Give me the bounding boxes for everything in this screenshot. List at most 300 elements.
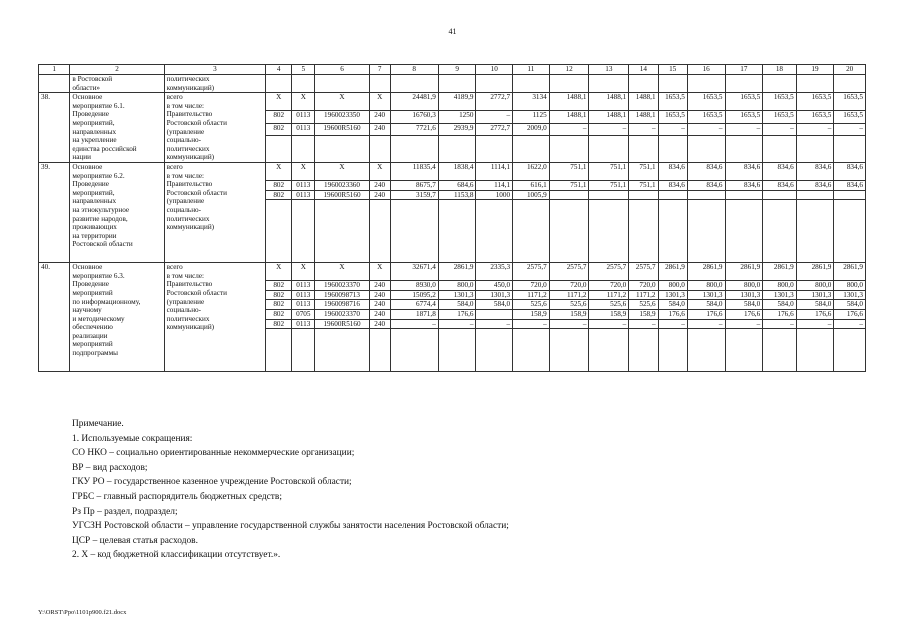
data-cell: 1653,5: [658, 93, 687, 111]
data-cell: 1960098716: [315, 300, 369, 310]
text-line: направленных: [72, 127, 117, 136]
data-cell: 176,6: [438, 309, 476, 319]
num-cell: [39, 75, 70, 93]
text-line: области»: [72, 83, 101, 92]
data-cell: 751,1: [589, 180, 629, 190]
data-cell: –: [725, 319, 763, 329]
data-cell: 1488,1: [549, 111, 589, 123]
empty-cell: [369, 200, 390, 263]
header-cell: 18: [763, 65, 796, 75]
header-cell: 17: [725, 65, 763, 75]
data-cell: 1171,2: [589, 290, 629, 300]
text-line: всего: [166, 162, 183, 171]
data-cell: 720,0: [549, 281, 589, 291]
data-cell: 834,6: [834, 180, 866, 190]
data-cell: 32671,4: [390, 263, 438, 281]
data-cell: 0113: [292, 123, 315, 135]
data-cell: [476, 309, 513, 319]
data-cell: 2575,7: [513, 263, 550, 281]
data-cell: X: [315, 93, 369, 111]
data-cell: 11835,4: [390, 162, 438, 180]
data-cell: –: [476, 319, 513, 329]
empty-cell: [589, 200, 629, 263]
data-cell: 525,6: [549, 300, 589, 310]
data-cell: 176,6: [763, 309, 796, 319]
text-line: политических: [166, 144, 210, 153]
empty-cell: [658, 135, 687, 162]
text-line: социально-: [166, 136, 202, 145]
data-cell: 0113: [292, 300, 315, 310]
data-cell: 802: [266, 180, 292, 190]
measure-name-cell: [70, 93, 164, 163]
data-cell: 1301,3: [658, 290, 687, 300]
header-cell: 20: [834, 65, 866, 75]
data-cell: 1960023360: [315, 180, 369, 190]
text-line: Ростовской области: [166, 188, 227, 197]
data-cell: 1000: [476, 190, 513, 200]
data-cell: –: [834, 319, 866, 329]
data-cell: 2575,7: [629, 263, 658, 281]
header-row: [39, 65, 866, 75]
empty-cell: [763, 200, 796, 263]
data-cell: –: [438, 319, 476, 329]
data-cell: –: [589, 319, 629, 329]
note-line: 1. Используемые сокращения:: [72, 433, 193, 444]
data-cell: 2575,7: [589, 263, 629, 281]
text-line: мероприятие 6.2.: [72, 171, 125, 180]
empty-cell: [292, 135, 315, 162]
data-cell: 450,0: [476, 281, 513, 291]
empty-cell: [725, 135, 763, 162]
data-cell: 834,6: [687, 162, 725, 180]
data-cell: 584,0: [438, 300, 476, 310]
data-cell: 584,0: [725, 300, 763, 310]
data-cell: 3134: [513, 93, 550, 111]
data-cell: 1301,3: [834, 290, 866, 300]
text-line: мероприятий: [72, 340, 113, 349]
data-cell: 1488,1: [629, 93, 658, 111]
text-line: в том числе:: [166, 271, 205, 280]
empty-cell: [513, 200, 550, 263]
text-line: Проведение: [72, 110, 109, 119]
data-cell: –: [687, 319, 725, 329]
data-cell: 834,6: [796, 162, 834, 180]
empty-cell: [476, 135, 513, 162]
data-cell: [629, 190, 658, 200]
header-cell: 6: [315, 65, 369, 75]
data-cell: 751,1: [589, 162, 629, 180]
data-cell: 2861,9: [763, 263, 796, 281]
resp-cell: [164, 75, 266, 93]
empty-cell: [658, 200, 687, 263]
data-cell: [629, 75, 658, 93]
empty-cell: [589, 135, 629, 162]
data-cell: 240: [369, 190, 390, 200]
data-cell: [549, 75, 589, 93]
data-cell: 720,0: [629, 281, 658, 291]
data-cell: 1488,1: [589, 93, 629, 111]
text-line: мероприятий,: [72, 118, 115, 127]
header-cell: 10: [476, 65, 513, 75]
data-cell: 834,6: [834, 162, 866, 180]
text-line: единства российской: [72, 144, 137, 153]
data-cell: 800,0: [834, 281, 866, 291]
empty-cell: [315, 329, 369, 372]
data-cell: 1653,5: [687, 93, 725, 111]
data-cell: 802: [266, 300, 292, 310]
data-cell: 584,0: [687, 300, 725, 310]
text-line: в Ростовской: [72, 75, 113, 83]
empty-cell: [725, 200, 763, 263]
data-cell: 2861,9: [834, 263, 866, 281]
data-cell: 2939,9: [438, 123, 476, 135]
data-cell: –: [549, 123, 589, 135]
data-cell: 158,9: [629, 309, 658, 319]
data-cell: [725, 190, 763, 200]
data-cell: [315, 75, 369, 93]
data-cell: 1653,5: [763, 111, 796, 123]
header-cell: 1: [39, 65, 70, 75]
empty-cell: [369, 135, 390, 162]
data-cell: [763, 75, 796, 93]
data-cell: 584,0: [476, 300, 513, 310]
empty-cell: [315, 135, 369, 162]
note-line: ЦСР – целевая статья расходов.: [72, 535, 198, 546]
empty-cell: [266, 329, 292, 372]
empty-cell: [266, 135, 292, 162]
data-cell: X: [315, 263, 369, 281]
text-line: Ростовской области: [166, 118, 227, 127]
empty-cell: [763, 329, 796, 372]
data-cell: 1960023350: [315, 111, 369, 123]
text-line: политических: [166, 75, 210, 83]
data-cell: [390, 75, 438, 93]
empty-cell: [513, 135, 550, 162]
data-cell: 19600R5160: [315, 319, 369, 329]
data-cell: [438, 75, 476, 93]
data-cell: –: [763, 123, 796, 135]
data-cell: 19600R5160: [315, 190, 369, 200]
data-cell: 1171,2: [513, 290, 550, 300]
text-line: направленных: [72, 197, 117, 206]
header-cell: 12: [549, 65, 589, 75]
data-cell: 525,6: [629, 300, 658, 310]
data-cell: –: [476, 111, 513, 123]
responsible-cell: [164, 263, 266, 372]
data-cell: 800,0: [687, 281, 725, 291]
text-line: всего: [166, 93, 183, 102]
page-number: 41: [448, 27, 457, 36]
data-cell: 800,0: [796, 281, 834, 291]
data-cell: –: [687, 123, 725, 135]
data-cell: 158,9: [513, 309, 550, 319]
row-number-cell: 38.: [39, 93, 70, 163]
data-cell: 802: [266, 111, 292, 123]
empty-cell: [476, 329, 513, 372]
data-cell: 751,1: [549, 162, 589, 180]
text-line: проживающих: [72, 223, 117, 232]
text-line: (управление: [166, 197, 205, 206]
table-row: [39, 93, 866, 111]
data-cell: 1653,5: [796, 93, 834, 111]
data-cell: [292, 75, 315, 93]
text-line: мероприятий,: [72, 188, 115, 197]
data-cell: 114,1: [476, 180, 513, 190]
data-cell: 834,6: [658, 162, 687, 180]
table-row: [39, 162, 866, 180]
header-cell: 19: [796, 65, 834, 75]
data-cell: –: [725, 123, 763, 135]
data-cell: 176,6: [796, 309, 834, 319]
text-line: Основное: [72, 93, 103, 102]
empty-cell: [549, 135, 589, 162]
note-line: ГКУ РО – государственное казенное учреждение Ростовской области;: [72, 477, 352, 488]
data-cell: [834, 190, 866, 200]
empty-cell: [292, 329, 315, 372]
text-line: в том числе:: [166, 101, 205, 110]
data-cell: [796, 190, 834, 200]
data-cell: 751,1: [549, 180, 589, 190]
data-cell: [834, 75, 866, 93]
data-cell: X: [369, 263, 390, 281]
note-line: СО НКО – социально ориентированные некоммерческие организации;: [72, 448, 355, 459]
note-line: Рз Пр – раздел, подраздел;: [72, 506, 178, 517]
data-cell: X: [369, 162, 390, 180]
data-cell: 0113: [292, 281, 315, 291]
data-cell: 1488,1: [589, 111, 629, 123]
header-cell: 4: [266, 65, 292, 75]
text-line: коммуникаций): [166, 83, 215, 92]
data-cell: 802: [266, 319, 292, 329]
data-cell: 1301,3: [687, 290, 725, 300]
text-line: мероприятие 6.3.: [72, 271, 125, 280]
data-cell: X: [266, 93, 292, 111]
data-cell: 3159,7: [390, 190, 438, 200]
data-cell: [725, 75, 763, 93]
empty-cell: [513, 329, 550, 372]
data-cell: 584,0: [763, 300, 796, 310]
data-cell: [658, 75, 687, 93]
text-line: Ростовской области: [72, 240, 133, 249]
data-cell: 1653,5: [834, 111, 866, 123]
data-cell: 802: [266, 281, 292, 291]
data-cell: 176,6: [834, 309, 866, 319]
text-line: Правительство: [166, 110, 213, 119]
empty-cell: [438, 135, 476, 162]
data-cell: 584,0: [658, 300, 687, 310]
data-cell: 1653,5: [763, 93, 796, 111]
data-cell: 720,0: [589, 281, 629, 291]
data-cell: 1250: [438, 111, 476, 123]
data-cell: –: [390, 319, 438, 329]
data-cell: 2009,0: [513, 123, 550, 135]
empty-cell: [834, 200, 866, 263]
data-cell: 1171,2: [549, 290, 589, 300]
measure-name-cell: [70, 162, 164, 262]
data-cell: 0113: [292, 319, 315, 329]
data-cell: 2861,9: [658, 263, 687, 281]
empty-cell: [658, 329, 687, 372]
data-cell: 1301,3: [476, 290, 513, 300]
data-cell: 802: [266, 309, 292, 319]
data-cell: 240: [369, 281, 390, 291]
data-cell: 1301,3: [438, 290, 476, 300]
data-cell: [369, 75, 390, 93]
text-line: мероприятие 6.1.: [72, 101, 125, 110]
text-line: Проведение: [72, 280, 109, 289]
data-cell: X: [315, 162, 369, 180]
data-cell: 2335,3: [476, 263, 513, 281]
data-cell: 1301,3: [796, 290, 834, 300]
data-cell: 240: [369, 319, 390, 329]
data-cell: 834,6: [763, 162, 796, 180]
data-cell: 176,6: [725, 309, 763, 319]
data-cell: 720,0: [513, 281, 550, 291]
data-cell: 16760,3: [390, 111, 438, 123]
data-cell: 240: [369, 123, 390, 135]
data-cell: 802: [266, 290, 292, 300]
text-line: социально-: [166, 205, 202, 214]
data-cell: 834,6: [658, 180, 687, 190]
text-line: (управление: [166, 127, 205, 136]
data-cell: 1005,9: [513, 190, 550, 200]
data-cell: 0705: [292, 309, 315, 319]
text-line: на укрепление: [72, 136, 117, 145]
data-cell: 616,1: [513, 180, 550, 190]
empty-cell: [763, 135, 796, 162]
data-cell: [476, 75, 513, 93]
header-cell: 3: [164, 65, 266, 75]
data-cell: 158,9: [549, 309, 589, 319]
empty-cell: [725, 329, 763, 372]
data-cell: 684,6: [438, 180, 476, 190]
data-cell: 2772,7: [476, 123, 513, 135]
data-cell: 1871,8: [390, 309, 438, 319]
data-cell: 834,6: [687, 180, 725, 190]
empty-cell: [315, 200, 369, 263]
data-cell: 0113: [292, 180, 315, 190]
data-cell: 834,6: [763, 180, 796, 190]
data-cell: –: [796, 319, 834, 329]
empty-cell: [549, 329, 589, 372]
data-cell: 800,0: [438, 281, 476, 291]
responsible-cell: [164, 93, 266, 163]
note-line: УГСЗН Ростовской области – управление государственной службы занятости населения Ростовской области;: [72, 521, 509, 532]
data-cell: 1838,4: [438, 162, 476, 180]
data-cell: 1301,3: [725, 290, 763, 300]
text-line: коммуникаций): [166, 223, 215, 232]
text-line: коммуникаций): [166, 323, 215, 332]
data-cell: 1488,1: [549, 93, 589, 111]
table-row: [39, 75, 866, 93]
name-cell: [70, 75, 164, 93]
data-cell: –: [549, 319, 589, 329]
data-cell: –: [629, 123, 658, 135]
empty-cell: [476, 200, 513, 263]
data-cell: 176,6: [687, 309, 725, 319]
data-cell: 240: [369, 111, 390, 123]
header-cell: 11: [513, 65, 550, 75]
text-line: Основное: [72, 162, 103, 171]
data-cell: 8930,0: [390, 281, 438, 291]
header-cell: 2: [70, 65, 164, 75]
data-cell: 1960098713: [315, 290, 369, 300]
empty-cell: [390, 329, 438, 372]
header-cell: 8: [390, 65, 438, 75]
data-cell: 240: [369, 180, 390, 190]
empty-cell: [629, 329, 658, 372]
data-cell: [796, 75, 834, 93]
data-cell: 240: [369, 300, 390, 310]
data-cell: 19600R5160: [315, 123, 369, 135]
data-cell: 1125: [513, 111, 550, 123]
data-cell: 1653,5: [687, 111, 725, 123]
data-cell: [687, 190, 725, 200]
data-cell: 0113: [292, 111, 315, 123]
empty-cell: [629, 200, 658, 263]
data-cell: 240: [369, 290, 390, 300]
data-cell: 802: [266, 190, 292, 200]
data-cell: 584,0: [834, 300, 866, 310]
data-cell: 1114,1: [476, 162, 513, 180]
data-cell: –: [834, 123, 866, 135]
data-cell: –: [763, 319, 796, 329]
data-cell: 1622,0: [513, 162, 550, 180]
data-cell: 8675,7: [390, 180, 438, 190]
data-cell: 4189,9: [438, 93, 476, 111]
header-cell: 5: [292, 65, 315, 75]
data-cell: 1488,1: [629, 111, 658, 123]
text-line: Правительство: [166, 280, 213, 289]
data-cell: 834,6: [725, 180, 763, 190]
data-cell: 2575,7: [549, 263, 589, 281]
text-line: на этнокультурное: [72, 205, 130, 214]
data-cell: 0113: [292, 190, 315, 200]
data-cell: 800,0: [658, 281, 687, 291]
empty-cell: [796, 200, 834, 263]
data-cell: –: [658, 319, 687, 329]
data-cell: 176,6: [658, 309, 687, 319]
data-cell: [687, 75, 725, 93]
data-cell: 834,6: [796, 180, 834, 190]
header-cell: 16: [687, 65, 725, 75]
data-cell: 2861,9: [687, 263, 725, 281]
notes-section: [72, 417, 509, 563]
data-cell: 7721,6: [390, 123, 438, 135]
empty-cell: [834, 329, 866, 372]
data-cell: 1653,5: [658, 111, 687, 123]
data-cell: –: [796, 123, 834, 135]
data-cell: 15095,2: [390, 290, 438, 300]
data-cell: [589, 190, 629, 200]
data-cell: [513, 75, 550, 93]
text-line: Основное: [72, 263, 103, 272]
empty-cell: [589, 329, 629, 372]
data-cell: –: [589, 123, 629, 135]
data-cell: 158,9: [589, 309, 629, 319]
data-cell: 1171,2: [629, 290, 658, 300]
text-line: Ростовской области: [166, 288, 227, 297]
empty-cell: [369, 329, 390, 372]
row-number-cell: 40.: [39, 263, 70, 372]
data-cell: 525,6: [589, 300, 629, 310]
data-cell: X: [292, 263, 315, 281]
data-cell: X: [292, 162, 315, 180]
empty-cell: [438, 200, 476, 263]
note-line: ГРБС – главный распорядитель бюджетных средств;: [72, 491, 282, 502]
data-cell: X: [369, 93, 390, 111]
data-cell: 1653,5: [796, 111, 834, 123]
